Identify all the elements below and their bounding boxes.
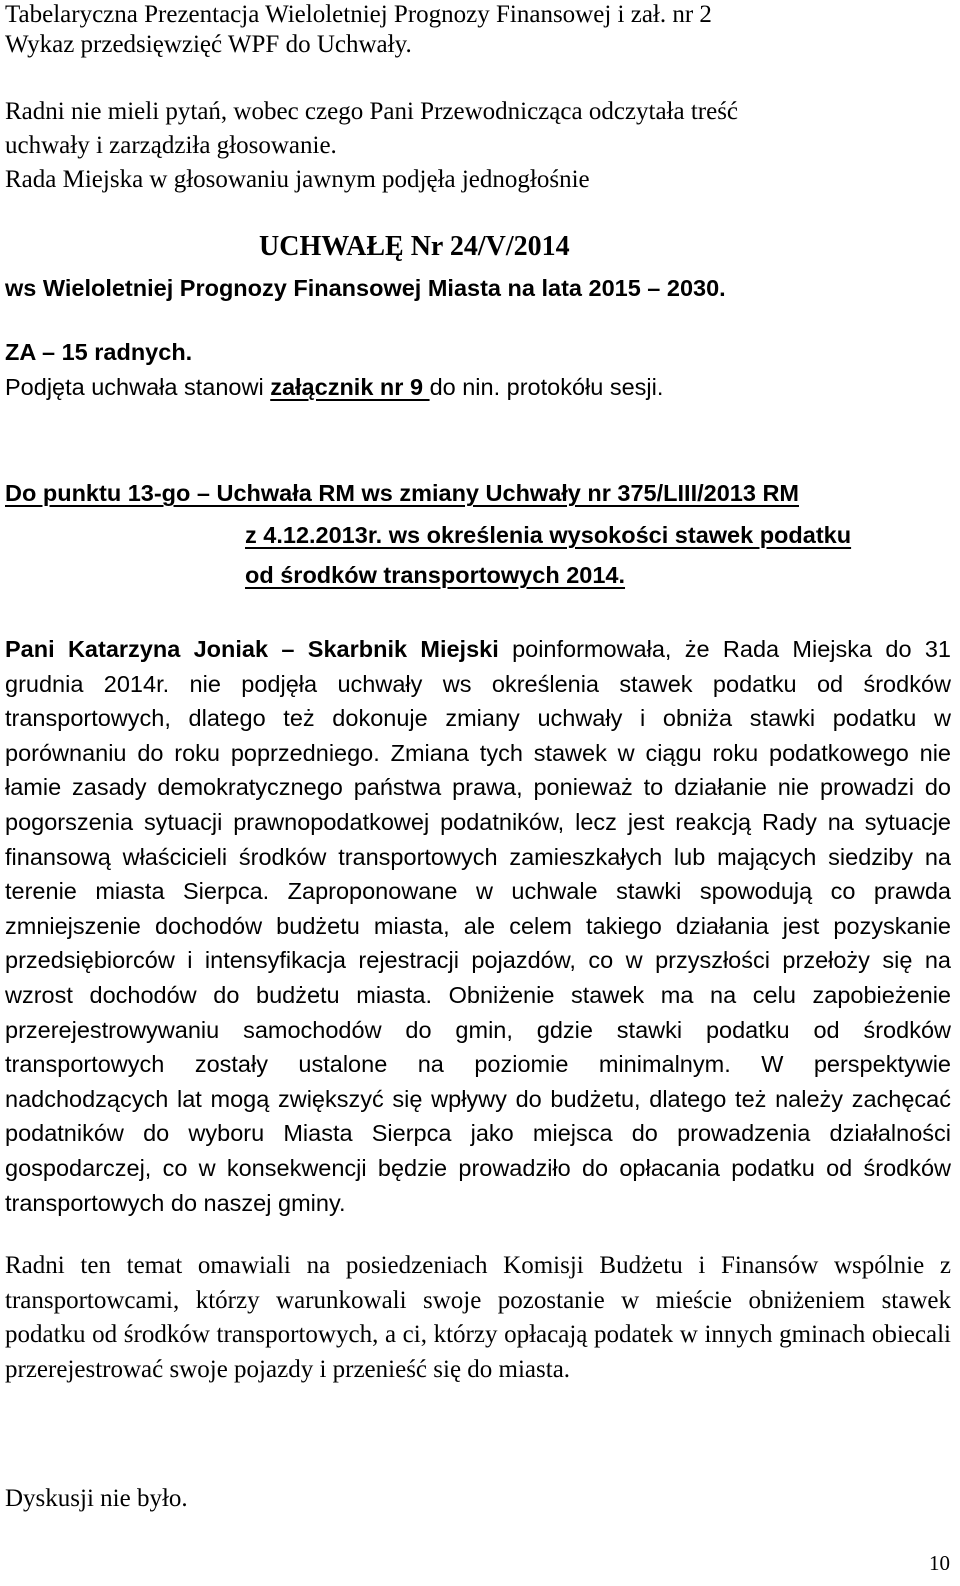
resolution-title: UCHWAŁĘ Nr 24/V/2014: [259, 231, 570, 262]
attachment-note-prefix: Podjęta uchwała stanowi: [5, 374, 271, 400]
council-paragraph: Radni ten temat omawiali na posiedzeniach Komisji Budżetu i Finansów wspólnie z transportowcami, którzy warunkowali swoje pozostanie w mieście obniżeniem stawek podatku od środków transportowych, a ci, którzy opłacają podatek w innych gminach obiecali przerejestrować swoje pojazdy i przenieść się do miasta.: [5, 1252, 951, 1383]
treasurer-statement: poinformowała, że Rada Miejska do 31 grudnia 2014r. nie podjęła uchwały ws określenia stawek podatku od środków transportowych, dlatego też dokonuje zmiany uchwały i obniża stawki podatku w porównaniu do roku poprzedniego. Zmiana tych stawek w ciągu roku podatkowego nie łamie zasady demokratycznego państwa prawa, ponieważ to działanie nie prowadzi do pogorszenia sytuacji prawnopodatkowej podatników, lecz jest reakcją Rady na sytuacje finansową właścicieli środków transportowych zamieszkałych lub mających siedziby na terenie miasta Sierpca. Zaproponowane w uchwale stawki spowodują co prawda zmniejszenie dochodów budżetu miasta, ale celem takiego działania jest pozyskanie przedsiębiorców i intensyfikacja rejestracji pojazdów, co w przyszłości przełoży się na wzrost dochodów do budżetu miasta. Obniżenie stawek ma na celu zapobieżenie przerejestrowywaniu samochodów do gmin, gdzie stawki podatku od środków transportowych zostały ustalone na poziomie minimalnym. W perspektywie nadchodzących lat mogą zwiększyć się wpływy do budżetu, dlatego też należy zachęcać podatników do wyboru Miasta Sierpca jako miejsca do prowadzenia działalności gospodarczej, co w konsekwencji będzie prowadziło do opłacania podatku od środków transportowych do naszej gminy.: [5, 636, 951, 1216]
attachment-note-suffix: do nin. protokółu sesji.: [429, 374, 664, 400]
intro-line-3: Radni nie mieli pytań, wobec czego Pani Przewodnicząca odczytała treść: [5, 98, 739, 125]
discussion-note: Dyskusji nie było.: [5, 1485, 188, 1512]
vote-result: ZA – 15 radnych.: [5, 339, 193, 365]
point-13-heading: Do punktu 13-go – Uchwała RM ws zmiany Uchwały nr 375/LIII/2013 RM: [5, 480, 799, 506]
attachment-note: [5, 372, 663, 402]
intro-line-2: Wykaz przedsięwzięć WPF do Uchwały.: [5, 31, 412, 58]
speaker-name: Pani Katarzyna Joniak – Skarbnik Miejski: [5, 636, 499, 662]
page-number: 10: [929, 1551, 950, 1575]
point-13-heading-line-3: od środków transportowych 2014.: [245, 562, 626, 588]
attachment-reference: załącznik nr 9: [270, 374, 430, 400]
intro-line-1: Tabelaryczna Prezentacja Wieloletniej Prognozy Finansowej i zał. nr 2: [5, 1, 712, 28]
treasurer-paragraph: [5, 632, 951, 1220]
intro-line-5: Rada Miejska w głosowaniu jawnym podjęła jednogłośnie: [5, 166, 590, 193]
point-13-heading-line-2: z 4.12.2013r. ws określenia wysokości stawek podatku: [245, 522, 852, 548]
intro-line-4: uchwały i zarządziła głosowanie.: [5, 132, 337, 159]
resolution-subtitle: ws Wieloletniej Prognozy Finansowej Miasta na lata 2015 – 2030.: [5, 275, 726, 301]
